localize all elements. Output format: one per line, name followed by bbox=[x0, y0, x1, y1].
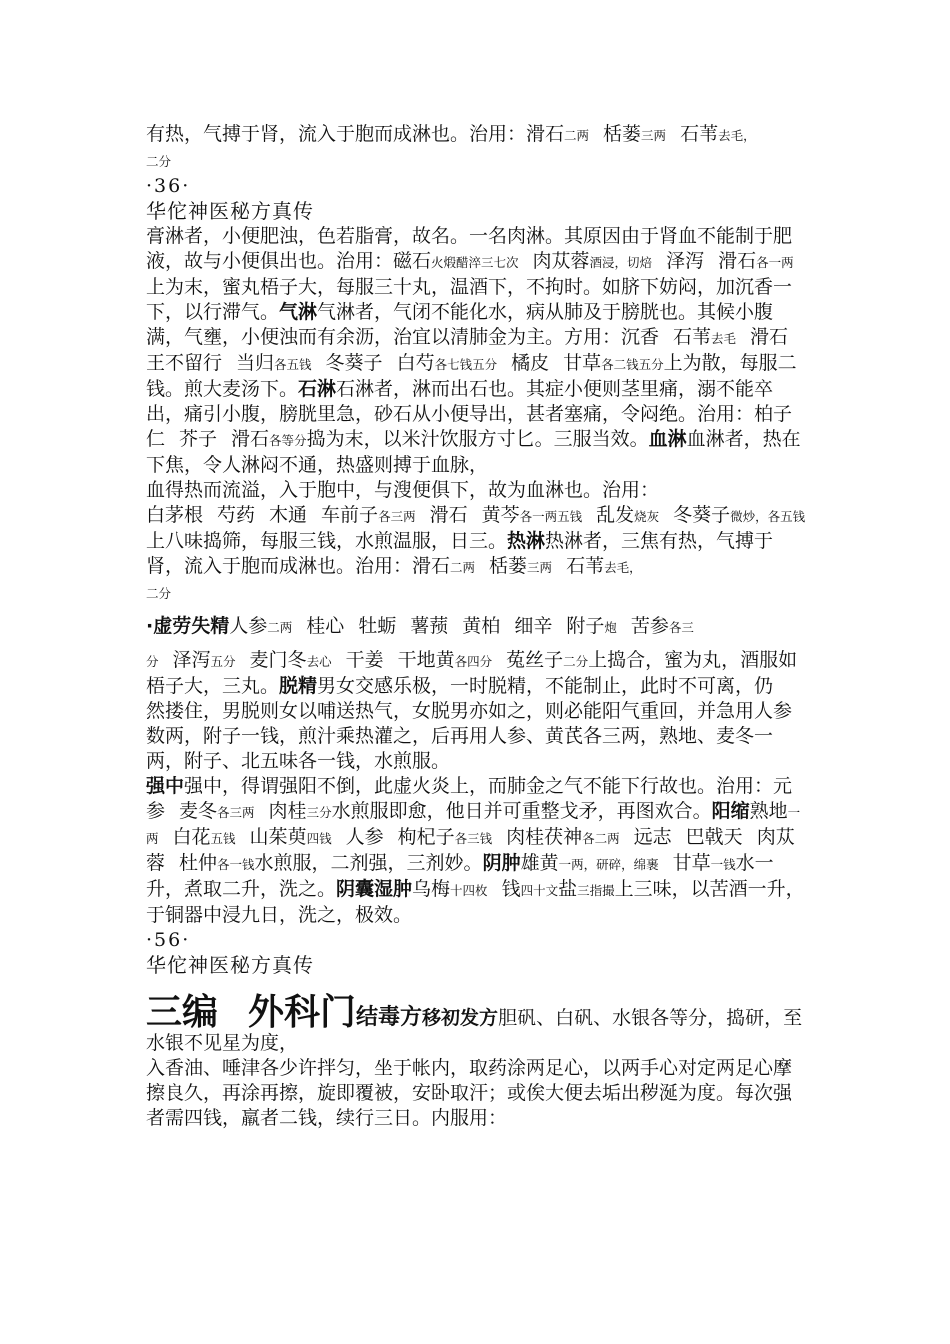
text: 甘草 bbox=[563, 352, 602, 374]
paragraph-p16 bbox=[146, 992, 806, 1056]
text: 甘草 bbox=[672, 852, 711, 874]
text: 水煎服即愈，他日并可重整戈矛，再图欢合。 bbox=[331, 800, 712, 822]
small-note: 一两，研碎，绵裹 bbox=[558, 857, 659, 872]
text: 有热，气搏于肾，流入于胞而成淋也。治用：滑石 bbox=[146, 123, 565, 145]
text: 泽泻 bbox=[666, 250, 705, 272]
text: 肉桂茯神 bbox=[506, 826, 583, 848]
text: 人参 bbox=[345, 826, 384, 848]
text: 白芍 bbox=[396, 352, 435, 374]
text: 男女交感乐极，一时脱精，不能制止，此时不可离，仍 bbox=[317, 675, 774, 697]
text: 入香油、唾津各少许拌匀，坐于帐内，取药涂两足心，以两手心对定两足心摩擦良久，再涂再擦，旋即覆被，安卧取汗；或俟大便去垢出秽涎为度。每次强者需四钱，羸者二钱，续行三日。内服用： bbox=[146, 1057, 793, 1129]
text: 薯蓣 bbox=[410, 615, 449, 637]
text: 干姜 bbox=[345, 649, 384, 671]
small-note: 火煅醋淬三七次 bbox=[431, 255, 519, 270]
small-note: 二两 bbox=[450, 560, 476, 575]
text: 远志 bbox=[633, 826, 672, 848]
small-note: 各等分 bbox=[269, 433, 307, 448]
paragraph-p7 bbox=[146, 478, 806, 503]
bold-term: 阳缩 bbox=[711, 800, 750, 822]
paragraph-p12 bbox=[146, 699, 806, 774]
text: 细辛 bbox=[514, 615, 553, 637]
bold-term: 石淋 bbox=[298, 378, 337, 400]
text: 气淋者，气闭不能化水，病从肺及于膀胱也。其候小腹满，气壅，小便浊而有余沥，治宜以清肺金为主。方用：沉香 bbox=[146, 301, 774, 348]
small-note: 去毛， bbox=[604, 560, 642, 575]
text: 冬葵子 bbox=[325, 352, 383, 374]
text: 钱 bbox=[501, 878, 521, 900]
section-heading: 三编 bbox=[146, 992, 219, 1033]
text: 栝蒌 bbox=[603, 123, 642, 145]
text: 热淋者，三焦有热，气搏于肾，流入于胞而成淋也。治用：滑石 bbox=[146, 530, 774, 577]
text: ·36· bbox=[146, 175, 191, 197]
small-note: 炮 bbox=[604, 620, 617, 635]
text: 菟丝子 bbox=[506, 649, 564, 671]
paragraph-p2 bbox=[146, 148, 806, 174]
text: 麦冬 bbox=[179, 800, 218, 822]
small-note: 一两 bbox=[146, 805, 801, 846]
text: 上三味，以苦酒一升，于铜器中浸九日，洗之，极效。 bbox=[146, 878, 805, 926]
text: 上为末，蜜丸梧子大，每服三十丸，温酒下，不拘时。如脐下妨闷，加沉香一下，以行滞气。 bbox=[146, 276, 793, 323]
text: 乱发 bbox=[596, 504, 635, 526]
small-note: 各一两 bbox=[756, 255, 794, 270]
small-note: 烧灰 bbox=[634, 509, 660, 524]
text: 水一升，煮取二升，洗之。 bbox=[146, 852, 774, 900]
text: 杜仲 bbox=[179, 852, 218, 874]
text: 栝蒌 bbox=[489, 555, 528, 577]
small-note: 各五钱 bbox=[274, 357, 312, 372]
small-note: 各三两 bbox=[217, 805, 255, 820]
text: 乌梅 bbox=[412, 878, 451, 900]
text: 石苇 bbox=[673, 326, 712, 348]
text: 血得热而流溢，入于胞中，与溲便俱下，故为血淋也。治用： bbox=[146, 479, 660, 501]
text: 雄黄 bbox=[520, 852, 559, 874]
text: 盐 bbox=[558, 878, 578, 900]
text: 当归 bbox=[236, 352, 275, 374]
small-note: 去毛， bbox=[718, 128, 756, 143]
text: 桂心 bbox=[306, 615, 345, 637]
text: 膏淋者，小便肥浊，色若脂膏，故名。一名肉淋。其原因由于肾血不能制于肥液，故与小便俱出也。治用：磁石 bbox=[146, 225, 793, 272]
small-note: 二分 bbox=[146, 586, 172, 601]
text: 胆矾、白矾、水银各等分，捣研，至水银不见星为度， bbox=[146, 1007, 803, 1054]
small-note: 十四枚 bbox=[450, 883, 488, 898]
paragraph-p17 bbox=[146, 1056, 806, 1131]
text: 上为散，每服二钱。煎大麦汤下。 bbox=[146, 352, 797, 400]
small-note: 各三 bbox=[668, 620, 694, 635]
paragraph-p3 bbox=[146, 174, 806, 199]
small-note: 五钱 bbox=[210, 831, 236, 846]
paragraph-gap1 bbox=[146, 606, 806, 614]
small-note: 三分 bbox=[306, 805, 332, 820]
text: 出，痛引小腹，膀胱里急，砂石从小便导出，甚者塞痛，令闷绝。治用：柏子仁 bbox=[146, 403, 793, 450]
bold-term: ·虚劳失精 bbox=[146, 615, 230, 637]
bold-term: 强中 bbox=[146, 775, 185, 797]
subsection-heading: 结毒方 bbox=[356, 1005, 423, 1030]
text: 冬葵子 bbox=[673, 504, 731, 526]
text: 黄芩 bbox=[481, 504, 520, 526]
text: 巴戟天 bbox=[685, 826, 743, 848]
small-note: 去心 bbox=[306, 654, 332, 669]
paragraph-p9 bbox=[146, 580, 806, 606]
text: 石苇 bbox=[680, 123, 719, 145]
text: 肉苁蓉 bbox=[146, 826, 795, 874]
small-note: 各三两 bbox=[378, 509, 416, 524]
text: 牡蛎 bbox=[358, 615, 397, 637]
text: 白花 bbox=[172, 826, 211, 848]
paragraph-p5 bbox=[146, 224, 806, 402]
small-note: 各一两五钱 bbox=[519, 509, 583, 524]
text: 车前子 bbox=[321, 504, 379, 526]
text: 王不留行 bbox=[146, 352, 223, 374]
paragraph-p14 bbox=[146, 928, 806, 953]
text: 枸杞子 bbox=[397, 826, 455, 848]
text: 滑石 bbox=[429, 504, 468, 526]
text: 然搂住，男脱则女以哺送热气，女脱男亦如之，则必能阳气重回，并急用人参数两，附子一钱，煎汁乘热灌之，后再用人参、黄芪各三两，熟地、麦冬一两，附子、北五味各一钱，水煎服。 bbox=[146, 700, 793, 772]
small-note: 分 bbox=[146, 654, 159, 669]
paragraph-p13 bbox=[146, 774, 806, 928]
paragraph-p1 bbox=[146, 122, 806, 148]
bold-term: 脱精 bbox=[279, 675, 318, 697]
paragraph-gap3 bbox=[146, 978, 806, 1000]
text: 熟地 bbox=[749, 800, 788, 822]
text: 捣为末，以米汁饮服方寸匕。三服当效。 bbox=[306, 428, 649, 450]
paragraph-p10 bbox=[146, 614, 806, 640]
small-note: 四钱 bbox=[306, 831, 332, 846]
text: 橘皮 bbox=[511, 352, 550, 374]
text: 山茱萸 bbox=[249, 826, 307, 848]
paragraph-p8 bbox=[146, 503, 806, 580]
text: 泽泻 bbox=[172, 649, 211, 671]
small-note: 二两 bbox=[564, 128, 590, 143]
section-heading: 外科门 bbox=[248, 992, 357, 1033]
text: 滑石 bbox=[231, 428, 270, 450]
text: 滑石 bbox=[718, 250, 757, 272]
paragraph-p11 bbox=[146, 648, 806, 699]
bold-term: 移初发方 bbox=[422, 1007, 499, 1029]
small-note: 各二两 bbox=[582, 831, 620, 846]
small-note: 一钱 bbox=[710, 857, 736, 872]
text: 石淋者，淋而出石也。其症小便则茎里痛，溺不能卒 bbox=[336, 378, 774, 400]
text: 苦参 bbox=[630, 615, 669, 637]
text: 肉桂 bbox=[268, 800, 307, 822]
paragraph-p15 bbox=[146, 953, 806, 978]
text: 石苇 bbox=[566, 555, 605, 577]
text: 上捣合，蜜为丸，酒服如梧子大，三丸。 bbox=[146, 649, 798, 697]
text: 人参 bbox=[229, 615, 268, 637]
bold-term: 阴肿 bbox=[482, 852, 521, 874]
small-note: 微炒，各五钱 bbox=[730, 509, 806, 524]
text: 芥子 bbox=[179, 428, 218, 450]
text: 华佗神医秘方真传 bbox=[146, 953, 314, 977]
small-note: 去毛 bbox=[711, 331, 737, 346]
small-note: 五分 bbox=[210, 654, 236, 669]
text: 上八味捣筛，每服三钱，水煎温服，日三。 bbox=[146, 530, 508, 552]
text: 麦门冬 bbox=[249, 649, 307, 671]
text: 水煎服，二剂强，三剂妙。 bbox=[254, 852, 483, 874]
text: ·56· bbox=[146, 929, 191, 951]
text: 滑石 bbox=[750, 326, 789, 348]
small-note: 各四分 bbox=[454, 654, 493, 669]
paragraph-gap2 bbox=[146, 640, 806, 648]
small-note: 四十文 bbox=[520, 883, 559, 898]
text: 干地黄 bbox=[397, 649, 455, 671]
document-page bbox=[146, 122, 806, 1131]
text: 肉苁蓉 bbox=[532, 250, 590, 272]
small-note: 二两 bbox=[267, 620, 293, 635]
small-note: 三两 bbox=[641, 128, 667, 143]
small-note: 各二钱五分 bbox=[601, 357, 664, 372]
text: 黄柏 bbox=[462, 615, 501, 637]
text: 木通 bbox=[269, 504, 308, 526]
small-note: 各三钱 bbox=[454, 831, 493, 846]
small-note: 三两 bbox=[527, 560, 553, 575]
bold-term: 阴囊湿肿 bbox=[336, 878, 413, 900]
text: 血淋者，热在下焦，令人淋闷不通，热盛则搏于血脉， bbox=[146, 428, 801, 476]
small-note: 酒浸，切焙 bbox=[589, 255, 653, 270]
bold-term: 热淋 bbox=[507, 530, 546, 552]
small-note: 二分 bbox=[146, 154, 172, 169]
paragraph-p6 bbox=[146, 402, 806, 478]
text: 白茅根 bbox=[146, 504, 204, 526]
small-note: 二分 bbox=[563, 654, 589, 669]
bold-term: 血淋 bbox=[648, 428, 687, 450]
text: 附子 bbox=[566, 615, 605, 637]
small-note: 三指撮 bbox=[577, 883, 615, 898]
bold-term: 气淋 bbox=[279, 301, 318, 323]
small-note: 各一钱 bbox=[217, 857, 255, 872]
text: 华佗神医秘方真传 bbox=[146, 199, 314, 223]
paragraph-p4 bbox=[146, 199, 806, 224]
text: 强中，得谓强阳不倒，此虚火炎上，而肺金之气不能下行故也。治用：元参 bbox=[146, 775, 793, 822]
text: 芍药 bbox=[217, 504, 256, 526]
small-note: 各七钱五分 bbox=[434, 357, 498, 372]
